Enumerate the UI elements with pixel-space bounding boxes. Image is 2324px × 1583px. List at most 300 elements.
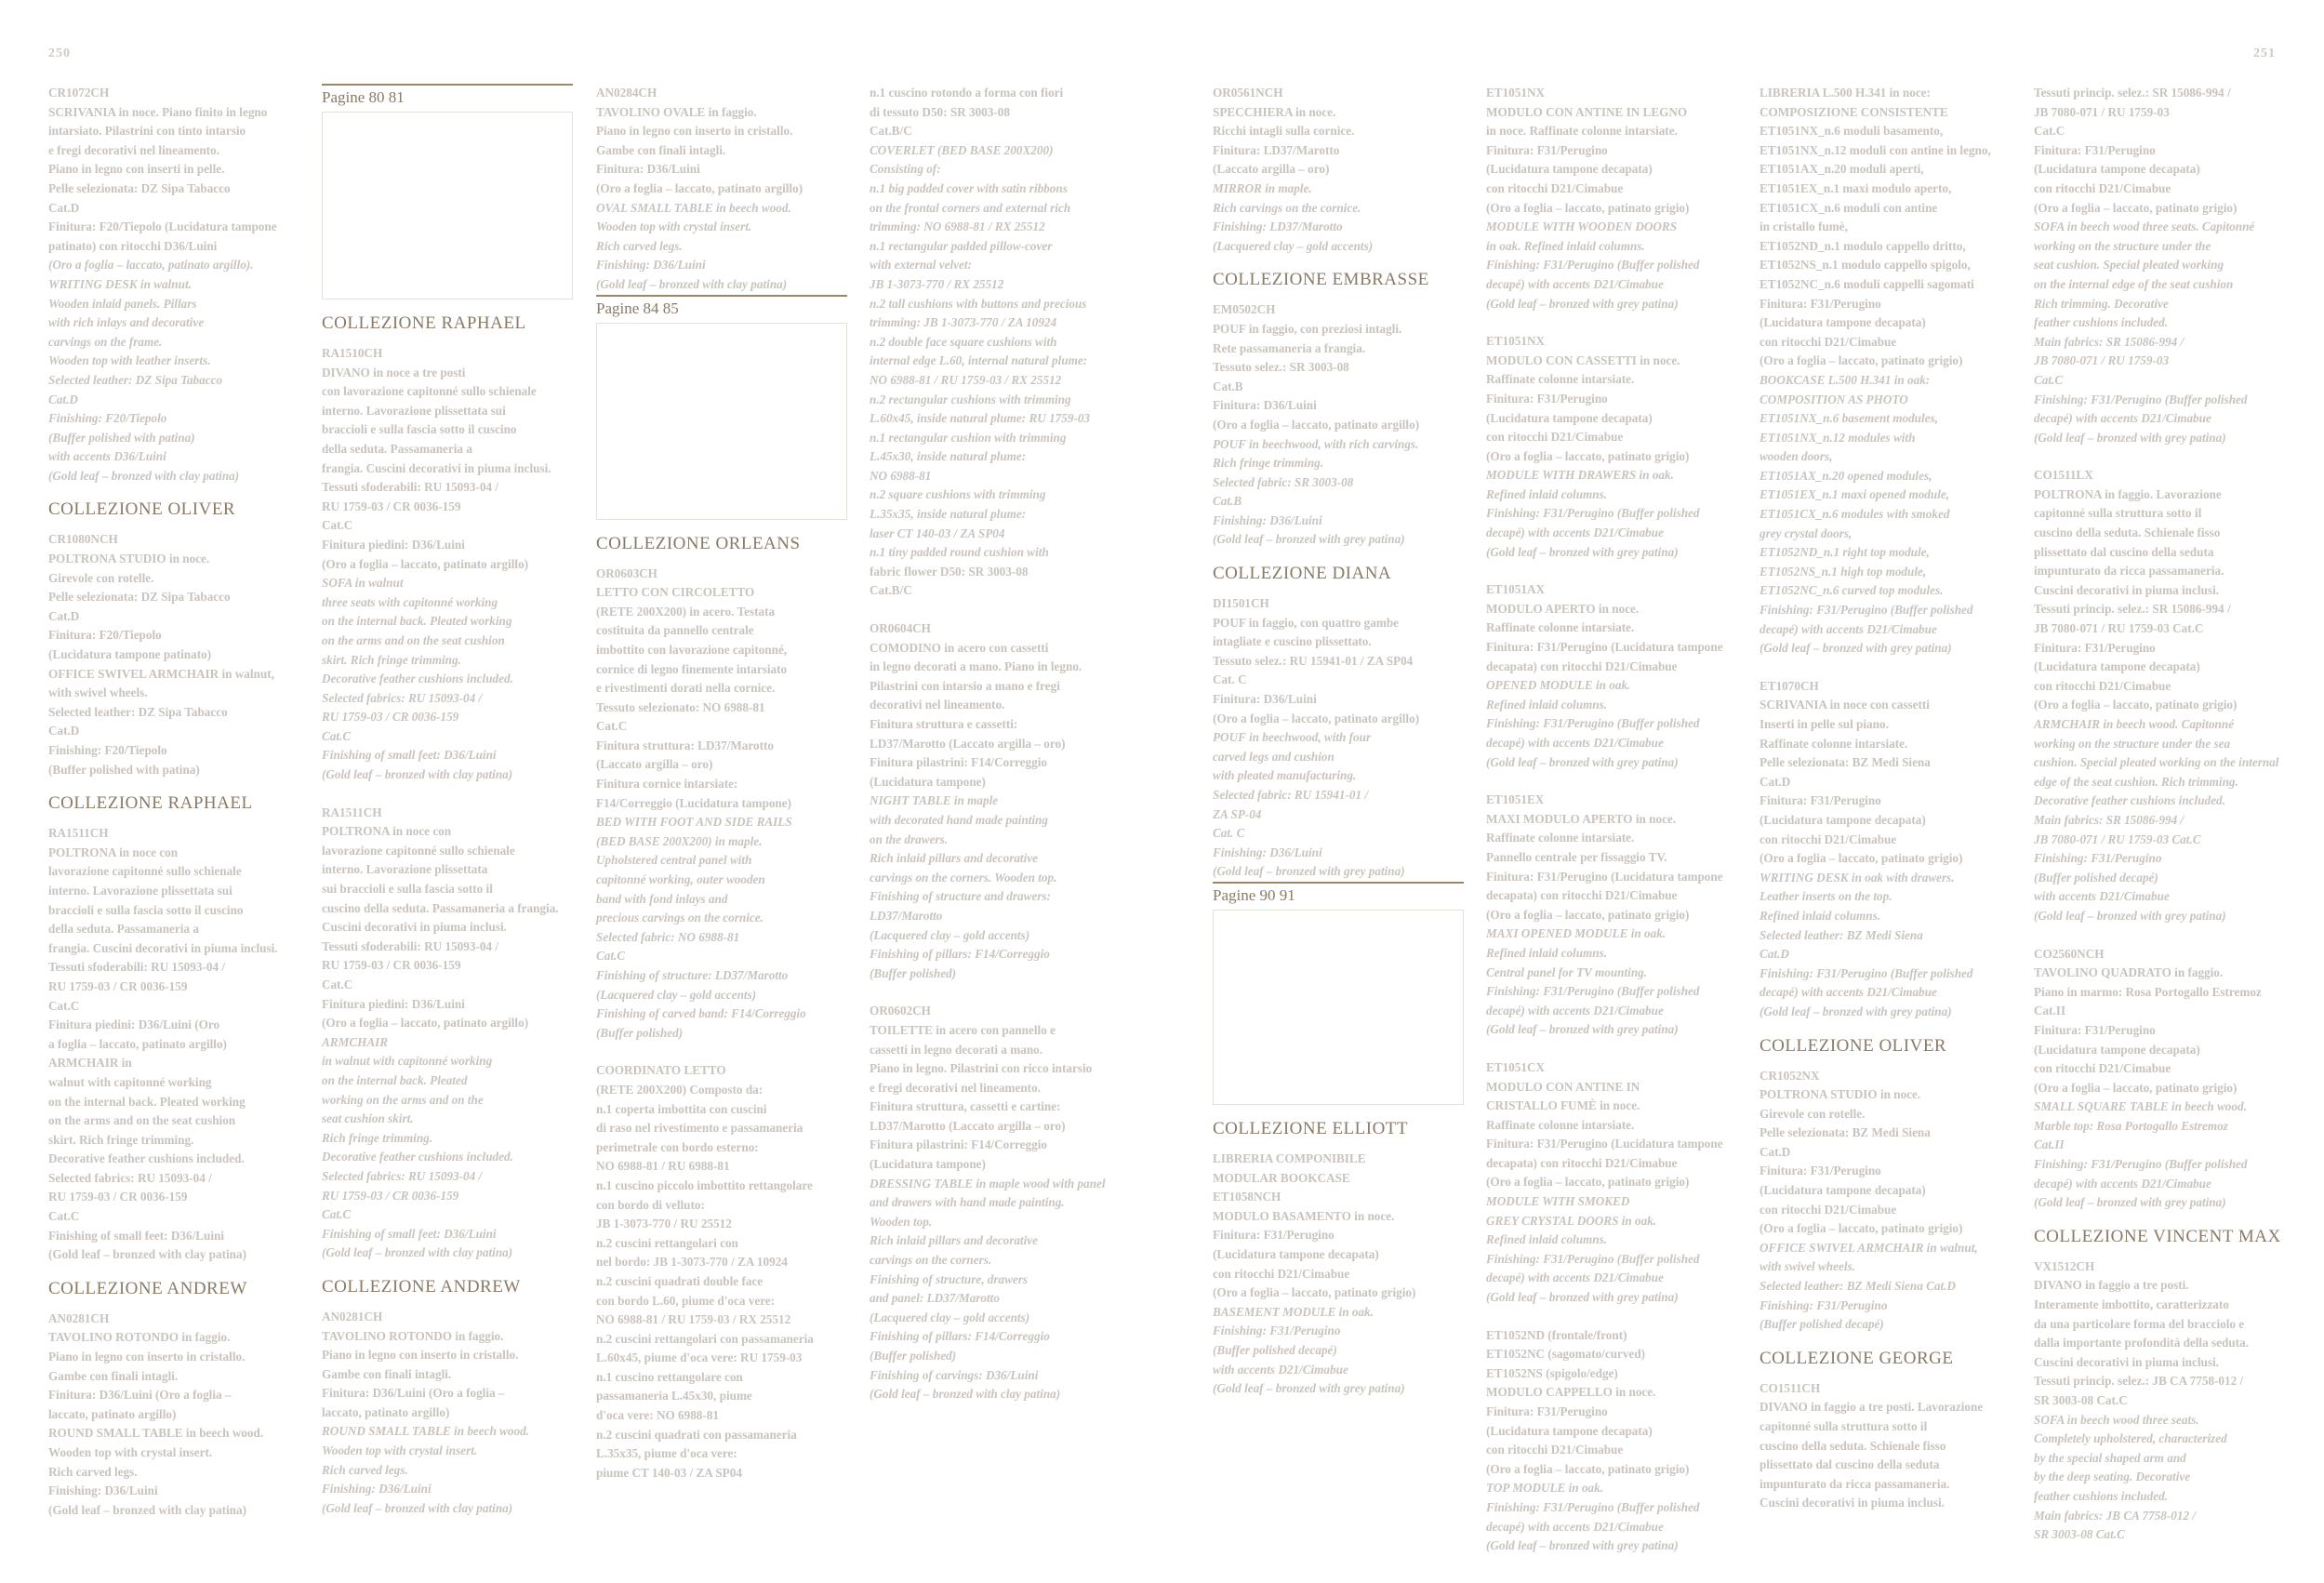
spec-line: WRITING DESK in walnut. — [48, 276, 192, 291]
spec-line: grey crystal doors, — [1760, 525, 1853, 540]
spec-line: Wooden top with crystal insert. — [322, 1443, 478, 1458]
spec-line: seat cushion skirt. — [322, 1111, 414, 1126]
spec-line: LIBRERIA L.500 H.341 in noce: — [1760, 86, 1931, 100]
spec-line: decapé) with accents D21/Cimabue — [2034, 411, 2211, 426]
spec-line: Piano in legno con inserto in cristallo. — [596, 124, 793, 139]
spec-line: cornice di legno finemente intarsiato — [596, 661, 788, 676]
spec-line: nel bordo: JB 1-3073-770 / ZA 10924 — [596, 1255, 788, 1270]
spec-line: (Lucidatura tampone decapata) — [1213, 1246, 1379, 1261]
spec-line: Cat.C — [322, 728, 352, 743]
spec-line: (Gold leaf – bronzed with grey patina) — [1486, 754, 1679, 769]
spec-line: (Buffer polished decapé) — [1213, 1342, 1337, 1357]
spec-line: con ritocchi D21/Cimabue — [2034, 678, 2171, 693]
page-reference-label: Pagine 84 85 — [596, 299, 679, 317]
spec-line: feather cushions included. — [2034, 1488, 2168, 1503]
text-column-8 — [2034, 84, 2285, 1545]
spec-line: with pleated manufacturing. — [1213, 768, 1357, 783]
spec-line: n.1 cuscino piccolo imbottito rettangolare — [596, 1177, 813, 1192]
spec-line: (Gold leaf – bronzed with grey patina) — [1213, 1381, 1405, 1396]
spec-line: MODULO CON CASSETTI in noce. — [1486, 353, 1680, 367]
spec-line: ET1051EX_n.1 maxi modulo aperto, — [1760, 180, 1952, 195]
spec-line: (Gold leaf – bronzed with clay patina) — [596, 276, 788, 291]
spec-line: e fregi decorativi nel lineamento. — [870, 1080, 1041, 1095]
spec-line: RU 1759-03 / CR 0036-159 — [48, 1190, 188, 1204]
spec-line: decapé) with accents D21/Cimabue — [1760, 985, 1937, 1000]
spec-line: ET1052NS_n.1 modulo cappello spigolo, — [1760, 258, 1971, 273]
spec-line: Pelle selezionata: BZ Medi Siena — [1760, 755, 1931, 770]
spec-line: MODULO CON ANTINE IN LEGNO — [1486, 104, 1688, 119]
text-column-7 — [1760, 84, 2011, 1513]
spec-line: OFFICE SWIVEL ARMCHAIR in walnut, — [1760, 1240, 1978, 1255]
spec-line: lavorazione capitonné sullo schienale — [322, 843, 515, 858]
spec-line: Refined inlaid columns. — [1486, 486, 1608, 501]
spec-line: Cat. C — [1213, 826, 1245, 841]
spec-line: working on the arms and on the — [322, 1092, 484, 1107]
spec-line: decapé) with accents D21/Cimabue — [2034, 1176, 2211, 1191]
spec-line: Finitura: F31/Perugino — [1760, 1164, 1881, 1178]
spec-line: (Oro a foglia – laccato, patinato grigio) — [1486, 907, 1690, 922]
page-number-left: 250 — [48, 47, 71, 60]
spec-line: COMPOSIZIONE CONSISTENTE — [1760, 104, 1948, 119]
spec-line: TAVOLINO ROTONDO in faggio. — [322, 1328, 504, 1343]
spec-line: decapata) con ritocchi D21/Cimabue — [1486, 658, 1678, 673]
spec-line: GREY CRYSTAL DOORS in oak. — [1486, 1213, 1657, 1228]
spec-line: capitonné sulla struttura sotto il — [2034, 506, 2202, 521]
spec-line: Finitura: D36/Luini (Oro a foglia – — [322, 1386, 505, 1401]
spec-line: Selected leather: BZ Medi Siena Cat.D — [1760, 1279, 1956, 1294]
spec-line: MODULE WITH WOODEN DOORS — [1486, 219, 1678, 234]
spec-line: Finishing of structure, drawers — [870, 1271, 1029, 1286]
spec-line: (Laccato argilla – oro) — [1213, 162, 1330, 177]
spec-line: JB 7080-071 / RU 1759-03 Cat.C — [2034, 831, 2201, 846]
spec-line: (Buffer polished with patina) — [48, 762, 200, 777]
spec-line: TAVOLINO ROTONDO in faggio. — [48, 1330, 231, 1345]
spec-line: carvings on the corners. — [870, 1253, 992, 1268]
spec-line: Finishing: F31/Perugino (Buffer polished — [1486, 506, 1700, 521]
collection-heading: COLLEZIONE ANDREW — [48, 1278, 247, 1298]
spec-line: on the internal back. Pleated — [322, 1072, 468, 1087]
spec-line: Leather inserts on the top. — [1760, 889, 1892, 904]
spec-line: Finitura: F31/Perugino (Lucidatura tampone — [1486, 1137, 1723, 1151]
spec-line: Selected fabric: RU 15941-01 / — [1213, 788, 1369, 802]
spec-line: Finishing: F31/Perugino (Buffer polished — [1486, 258, 1700, 273]
spec-line: DIVANO in noce a tre posti — [322, 365, 466, 379]
text-column-2 — [322, 84, 573, 1518]
divider — [1213, 882, 1464, 884]
spec-line: laccato, patinato argillo) — [322, 1404, 450, 1419]
spec-line: Raffinate colonne intarsiate. — [1760, 736, 1908, 751]
spec-line — [596, 1043, 847, 1061]
spec-line: (Oro a foglia – laccato, patinato grigio) — [1760, 353, 1963, 368]
spec-line: Cat.D — [1760, 947, 1789, 962]
spec-line: passamaneria L.45x30, piume — [596, 1389, 752, 1403]
spec-line: Finishing: F20/Tiepolo — [48, 743, 167, 757]
spec-line: plissettato dal cuscino della seduta — [2034, 544, 2214, 559]
spec-line: cushion. Special pleated working on the internal — [2034, 755, 2279, 770]
spec-line: (Gold leaf – bronzed with clay patina) — [322, 1245, 513, 1260]
spec-line: POUF in faggio, con preziosi intagli. — [1213, 321, 1402, 336]
spec-line: cuscino della seduta. Passamaneria a frangia. — [322, 900, 559, 915]
text-column-3 — [596, 84, 847, 1483]
spec-line: Rich inlaid pillars and decorative — [870, 1233, 1038, 1248]
spec-line: Finishing: D36/Luini — [1213, 512, 1322, 527]
spec-line: Piano in marmo: Rosa Portogallo Estremoz — [2034, 984, 2262, 999]
spec-line: decapata) con ritocchi D21/Cimabue — [1486, 1155, 1678, 1170]
spec-line: con ritocchi D21/Cimabue — [1486, 430, 1624, 445]
spec-line: Selected leather: DZ Sipa Tabacco — [48, 372, 223, 387]
spec-line: POUF in faggio, con quattro gambe — [1213, 615, 1400, 630]
spec-line: intagliate e cuscino plissettato. — [1213, 634, 1372, 649]
spec-line: OPENED MODULE in oak. — [1486, 678, 1631, 693]
spec-line: Raffinate colonne intarsiate. — [1486, 1117, 1635, 1132]
spec-line: decapé) with accents D21/Cimabue — [1760, 621, 1937, 636]
page-number-right: 251 — [2253, 47, 2276, 60]
spec-line: Cuscini decorativi in piuma inclusi. — [1760, 1496, 1945, 1510]
spec-line: JB 7080-071 / RU 1759-03 Cat.C — [2034, 621, 2204, 636]
spec-line: Rich inlaid pillars and decorative — [870, 851, 1038, 866]
spec-line: (RETE 200X200) Composto da: — [596, 1082, 764, 1097]
spec-line: (Gold leaf – bronzed with clay patina) — [48, 1247, 246, 1262]
spec-line: POLTRONA STUDIO in noce. — [1760, 1087, 1921, 1102]
spec-line: MIRROR in maple. — [1213, 180, 1312, 195]
spec-line: SMALL SQUARE TABLE in beech wood. — [2034, 1099, 2247, 1114]
spec-line: (Oro a foglia – laccato, patinato argillo). — [48, 258, 254, 273]
spec-line: interno. Lavorazione plissettata — [322, 862, 488, 877]
spec-line: Cat.C — [2034, 124, 2065, 139]
spec-line: on the internal back. Pleated working — [48, 1094, 246, 1109]
spec-line: (Oro a foglia – laccato, patinato argillo) — [1213, 711, 1420, 725]
spec-line: Cat.C — [322, 978, 353, 991]
collection-heading: COLLEZIONE ORLEANS — [596, 533, 801, 553]
spec-line: Finitura: F31/Perugino — [1760, 296, 1881, 311]
spec-line: Finishing: F31/Perugino — [1213, 1324, 1341, 1338]
spec-line: con bordo L.60, piume d'oca vere: — [596, 1293, 776, 1308]
spec-line: (Lucidatura tampone decapata) — [1486, 410, 1653, 425]
spec-line: Tessuto selezionato: NO 6988-81 — [596, 699, 765, 714]
spec-line: con ritocchi D21/Cimabue — [1760, 334, 1897, 349]
spec-line: Refined inlaid columns. — [1760, 908, 1881, 923]
spec-line: and panel: LD37/Marotto — [870, 1291, 1000, 1306]
spec-line: (Oro a foglia – laccato, patinato grigio) — [1486, 1175, 1690, 1190]
spec-line: NIGHT TABLE in maple — [870, 793, 999, 808]
spec-line — [1486, 772, 1737, 791]
spec-line: (Buffer polished with patina) — [48, 430, 195, 445]
spec-line: (Lucidatura tampone patinato) — [48, 647, 212, 662]
spec-line: (Gold leaf – bronzed with grey patina) — [1486, 1538, 1679, 1553]
spec-line — [1486, 313, 1737, 332]
spec-line: (Buffer polished decapé) — [2034, 870, 2158, 885]
spec-line: SR 3003-08 Cat.C — [2034, 1527, 2125, 1542]
spec-line: n.2 cuscini quadrati con passamaneria — [596, 1427, 797, 1442]
spec-line: Cat.C — [48, 998, 80, 1013]
collection-heading: COLLEZIONE GEORGE — [1760, 1348, 1954, 1368]
spec-line: ARMCHAIR in — [48, 1056, 132, 1071]
spec-line: (Lacquered clay – gold accents) — [870, 927, 1030, 942]
spec-line: RA1511CH — [322, 805, 382, 819]
spec-line: Tessuto selez.: SR 3003-08 — [1213, 360, 1349, 375]
collection-heading: COLLEZIONE ANDREW — [322, 1276, 521, 1297]
spec-line: working on the structure under the sea — [2034, 736, 2231, 751]
spec-line: (Buffer polished) — [596, 1025, 684, 1040]
text-column-1 — [48, 84, 299, 1520]
spec-line: Inserti in pelle sul piano. — [1760, 717, 1889, 731]
spec-line: with decorated hand made painting — [870, 812, 1048, 827]
page-reference-label: Pagine 90 91 — [1213, 885, 1295, 904]
spec-line: con ritocchi D21/Cimabue — [1486, 180, 1624, 195]
spec-line: n.2 rectangular cushions with trimming — [870, 392, 1071, 406]
spec-line: laser CT 140-03 / ZA SP04 — [870, 525, 1005, 540]
page-reference-box — [322, 84, 573, 299]
spec-line: Finishing: F31/Perugino (Buffer polished — [1486, 984, 1700, 999]
spec-line: RU 1759-03 / CR 0036-159 — [322, 958, 461, 973]
spec-line: (Gold leaf – bronzed with grey patina) — [1760, 1004, 1952, 1018]
spec-line: ET1051NX_n.12 moduli con antine in legno, — [1760, 142, 1991, 157]
spec-line: Piano in legno con inserto in cristallo. — [48, 1350, 246, 1364]
spec-line: (Gold leaf – bronzed with grey patina) — [2034, 1195, 2226, 1210]
spec-line: lavorazione capitonné sullo schienale — [48, 864, 242, 879]
spec-line: impunturato da ricca passamaneria. — [2034, 564, 2224, 579]
spec-line: (Gold leaf – bronzed with clay patina) — [870, 1387, 1061, 1402]
spec-line: n.2 cuscini rettangolari con — [596, 1235, 738, 1250]
text-column-4 — [870, 84, 1121, 1404]
spec-line: SCRIVANIA in noce. Piano finito in legno — [48, 104, 268, 119]
spec-line: (Lucidatura tampone decapata) — [1760, 812, 1926, 827]
spec-line: e rivestimenti dorati nella cornice. — [596, 681, 776, 696]
spec-line: COORDINATO LETTO — [596, 1063, 726, 1078]
spec-line: ET1052ND_n.1 right top module, — [1760, 545, 1930, 560]
spec-line: Finishing: F31/Perugino — [2034, 851, 2162, 866]
spec-line: skirt. Rich fringe trimming. — [322, 652, 461, 667]
spec-line: in oak. Refined inlaid columns. — [1486, 238, 1645, 253]
spec-line: Rich carved legs. — [48, 1464, 138, 1479]
spec-line: Cat.D — [1760, 774, 1791, 789]
spec-line: with accents D36/Luini — [48, 449, 166, 464]
spec-line: Cat. C — [1213, 672, 1247, 687]
spec-line: Selected fabric: SR 3003-08 — [1213, 474, 1354, 489]
image-placeholder — [1213, 910, 1464, 1105]
spec-line: with external velvet: — [870, 258, 972, 273]
spec-line: ET1052ND (frontale/front) — [1486, 1327, 1627, 1342]
spec-line: ET1051EX_n.1 maxi opened module, — [1760, 487, 1950, 502]
spec-line: JB 1-3073-770 / RX 25512 — [870, 276, 1004, 291]
spec-line: RU 1759-03 / CR 0036-159 — [322, 1188, 459, 1203]
spec-line: ET1051AX — [1486, 582, 1546, 597]
spec-line: L.45x30, inside natural plume: — [870, 449, 1027, 464]
spec-line: (Lucidatura tampone decapata) — [2034, 162, 2200, 177]
spec-line: (Lucidatura tampone) — [870, 1157, 986, 1172]
spec-line: (Gold leaf – bronzed with grey patina) — [1486, 544, 1679, 559]
spec-line: (Lucidatura tampone decapata) — [1760, 1183, 1926, 1198]
text-column-6 — [1486, 84, 1737, 1556]
spec-line: Girevole con rotelle. — [1760, 1106, 1866, 1121]
spec-line: decapé) with accents D21/Cimabue — [1486, 1519, 1664, 1534]
spec-line: Finishing of small feet: D36/Luini — [322, 1226, 497, 1241]
collection-heading: COLLEZIONE EMBRASSE — [1213, 270, 1429, 290]
collection-heading: COLLEZIONE OLIVER — [1760, 1035, 1947, 1056]
spec-line: F14/Correggio (Lucidatura tampone) — [596, 795, 792, 810]
spec-line: Finitura piedini: D36/Luini — [322, 537, 465, 552]
spec-line: BED WITH FOOT AND SIDE RAILS — [596, 815, 792, 830]
spec-line: LD37/Marotto (Laccato argilla – oro) — [870, 1118, 1066, 1133]
spec-line: Finitura: F31/Perugino (Lucidatura tampone — [1486, 640, 1723, 655]
spec-line: working on the structure under the — [2034, 238, 2211, 253]
spec-line: in legno decorati a mano. Piano in legno. — [870, 659, 1082, 674]
spec-line: OFFICE SWIVEL ARMCHAIR in walnut, — [48, 666, 274, 681]
spec-line: Finitura: D36/Luini — [1213, 692, 1317, 707]
spec-line: LD37/Marotto — [870, 908, 943, 923]
spec-line: con ritocchi D21/Cimabue — [1213, 1266, 1350, 1281]
spec-line: Piano in legno con inserti in pelle. — [48, 162, 225, 177]
spec-line: internal edge L.60, internal natural plume: — [870, 353, 1088, 368]
spec-line: trimming: NO 6988-81 / RX 25512 — [870, 219, 1045, 234]
spec-line: OVAL SMALL TABLE in beech wood. — [596, 200, 791, 215]
collection-heading: COLLEZIONE RAPHAEL — [322, 313, 526, 333]
spec-line: (Lucidatura tampone) — [870, 774, 986, 789]
spec-line: Finishing: F31/Perugino (Buffer polished — [2034, 1157, 2248, 1172]
spec-line: (Lucidatura tampone decapata) — [1486, 162, 1653, 177]
spec-line: Finishing of structure and drawers: — [870, 889, 1051, 904]
spec-line: Finishing of small feet: D36/Luini — [322, 748, 497, 763]
spec-line: Wooden top with leather inserts. — [48, 353, 211, 368]
spec-line: laccato, patinato argillo) — [48, 1406, 177, 1421]
spec-line: (Oro a foglia – laccato, patinato grigio) — [2034, 1080, 2238, 1095]
spec-line: TAVOLINO QUADRATO in faggio. — [2034, 965, 2224, 980]
spec-line: RA1510CH — [322, 346, 383, 360]
spec-line: (Oro a foglia – laccato, patinato argillo) — [322, 556, 529, 571]
spec-line: precious carvings on the cornice. — [596, 911, 764, 925]
spec-line: POLTRONA in noce con — [48, 845, 179, 859]
spec-line: carvings on the frame. — [48, 334, 163, 349]
spec-line — [1760, 658, 2011, 677]
spec-line: Raffinate colonne intarsiate. — [1486, 620, 1635, 635]
spec-line: Finitura pilastrini: F14/Correggio — [870, 755, 1047, 770]
spec-line: COVERLET (BED BASE 200X200) — [870, 142, 1054, 157]
spec-line: (Laccato argilla – oro) — [596, 757, 713, 772]
spec-line: on the drawers. — [870, 831, 948, 846]
spec-line: Finishing: D36/Luini — [322, 1482, 432, 1497]
spec-line: AN0281CH — [322, 1309, 383, 1324]
spec-line: Cat.D — [1760, 1144, 1791, 1159]
spec-line: n.2 cuscini rettangolari con passamaneria — [596, 1331, 814, 1346]
spec-line: Finitura: F31/Perugino — [1486, 142, 1608, 157]
spec-line: con ritocchi D21/Cimabue — [1760, 831, 1897, 846]
spec-line: L.35x35, inside natural plume: — [870, 507, 1027, 522]
spec-line: Rich fringe trimming. — [322, 1130, 433, 1145]
spec-line: Selected fabrics: RU 15093-04 / — [322, 690, 483, 705]
spec-line: (Gold leaf – bronzed with grey patina) — [1486, 296, 1679, 311]
spec-line: MODULO BASAMENTO in noce. — [1213, 1208, 1395, 1223]
spec-line: Main fabrics: SR 15086-994 / — [2034, 812, 2185, 827]
spec-line: con ritocchi D21/Cimabue — [2034, 180, 2171, 195]
spec-line: Rich carvings on the cornice. — [1213, 200, 1361, 215]
spec-line: Finitura piedini: D36/Luini (Oro — [48, 1018, 220, 1032]
spec-line: Decorative feather cushions included. — [322, 672, 513, 686]
spec-line: skirt. Rich fringe trimming. — [48, 1132, 194, 1147]
spec-line — [2034, 447, 2285, 466]
spec-line: Finitura: F31/Perugino — [1486, 1404, 1608, 1418]
spec-line: Piano in legno. Pilastrini con ricco intarsio — [870, 1061, 1093, 1076]
spec-line: (Gold leaf – bronzed with grey patina) — [1486, 1022, 1679, 1037]
spec-line: capitonné working, outer wooden — [596, 872, 765, 887]
spec-line: (Lacquered clay – gold accents) — [596, 987, 757, 1002]
spec-line: Pilastrini con intarsio a mano e fregi — [870, 678, 1060, 693]
spec-line: MODULO CAPPELLO in noce. — [1486, 1385, 1656, 1400]
spec-line: (Gold leaf – bronzed with grey patina) — [1213, 864, 1405, 879]
spec-line: Finitura pilastrini: F14/Correggio — [870, 1137, 1047, 1152]
spec-line: with swivel wheels. — [1760, 1259, 1855, 1274]
spec-line: dalla importante profondità della seduta. — [2034, 1336, 2249, 1350]
spec-line: Cat.C — [322, 518, 353, 533]
spec-line: ET1070CH — [1760, 678, 1819, 693]
spec-line: DIVANO in faggio a tre posti. Lavorazione — [1760, 1400, 1984, 1415]
spec-line: a foglia – laccato, patinato argillo) — [48, 1036, 227, 1051]
spec-line: POLTRONA STUDIO in noce. — [48, 552, 210, 566]
spec-line: ET1051NX_n.6 moduli basamento, — [1760, 124, 1944, 139]
spec-line: Cat.C — [596, 949, 626, 964]
divider — [596, 295, 847, 297]
spec-line: con ritocchi D21/Cimabue — [2034, 1061, 2171, 1076]
spec-line: Finishing of carvings: D36/Luini — [870, 1367, 1039, 1382]
spec-line: Refined inlaid columns. — [1486, 1232, 1608, 1247]
spec-line: TOP MODULE in oak. — [1486, 1481, 1604, 1496]
spec-line: da una particolare forma del bracciolo e — [2034, 1316, 2245, 1331]
spec-line: ET1051CX_n.6 modules with smoked — [1760, 507, 1950, 522]
spec-line: Finishing: LD37/Marotto — [1213, 219, 1343, 234]
spec-line: Pelle selezionata: BZ Medi Siena — [1760, 1125, 1931, 1140]
spec-line: DI1501CH — [1213, 596, 1269, 611]
spec-line: Cat.D — [48, 392, 78, 406]
spec-line: SCRIVANIA in noce con cassetti — [1760, 698, 1930, 712]
spec-line: Finishing of small feet: D36/Luini — [48, 1228, 225, 1243]
spec-line: Finitura: F31/Perugino — [1486, 391, 1608, 406]
spec-line: SPECCHIERA in noce. — [1213, 104, 1336, 119]
spec-line: seat cushion. Special pleated working — [2034, 258, 2224, 273]
spec-line: Cat.C — [322, 1207, 352, 1222]
spec-line: Rich fringe trimming. — [1213, 456, 1324, 471]
spec-line: n.1 coperta imbottita con cuscini — [596, 1101, 767, 1116]
spec-line: NO 6988-81 — [870, 468, 932, 483]
spec-line: (Oro a foglia – laccato, patinato grigio) — [1486, 448, 1690, 463]
spec-line: AN0284CH — [596, 86, 657, 100]
spec-line: CRISTALLO FUMÈ in noce. — [1486, 1098, 1640, 1113]
spec-line: NO 6988-81 / RU 1759-03 / RX 25512 — [870, 372, 1062, 387]
spec-line: intarsiato. Pilastrini con tinto intarsio — [48, 124, 246, 139]
spec-line: (Gold leaf – bronzed with grey patina) — [1486, 1290, 1679, 1305]
spec-line: trimming: JB 1-3073-770 / ZA 10924 — [870, 315, 1057, 330]
spec-line: cassetti in legno decorati a mano. — [870, 1042, 1043, 1057]
spec-line: Cat.D — [48, 608, 80, 623]
spec-line: Finishing of pillars: F14/Correggio — [870, 1329, 1050, 1344]
spec-line: Finishing of pillars: F14/Correggio — [870, 947, 1050, 962]
spec-line: (Oro a foglia – laccato, patinato grigio) — [1213, 1285, 1416, 1300]
spec-line: Finitura: F31/Perugino — [2034, 640, 2156, 655]
spec-line: RA1511CH — [48, 826, 109, 841]
spec-line: ET1051AX_n.20 moduli aperti, — [1760, 162, 1924, 177]
spec-line: LETTO CON CIRCOLETTO — [596, 585, 755, 600]
spec-line: di tessuto D50: SR 3003-08 — [870, 104, 1010, 119]
spec-line: BOOKCASE L.500 H.341 in oak: — [1760, 372, 1931, 387]
spec-line: decapé) with accents D21/Cimabue — [1486, 1270, 1664, 1285]
spec-line: Pannello centrale per fissaggio TV. — [1486, 849, 1667, 864]
spec-line: JB 7080-071 / RU 1759-03 — [2034, 353, 2170, 368]
spec-line: Finishing: F31/Perugino — [1760, 1297, 1888, 1312]
spec-line: LIBRERIA COMPONIBILE — [1213, 1151, 1366, 1165]
spec-line: decapé) with accents D21/Cimabue — [1486, 525, 1664, 540]
spec-line: decapé) with accents D21/Cimabue — [1486, 736, 1664, 750]
spec-line: piume CT 140-03 / ZA SP04 — [596, 1465, 742, 1480]
spec-line: CR1052NX — [1760, 1068, 1820, 1083]
spec-line: Wooden top with crystal insert. — [596, 219, 752, 234]
